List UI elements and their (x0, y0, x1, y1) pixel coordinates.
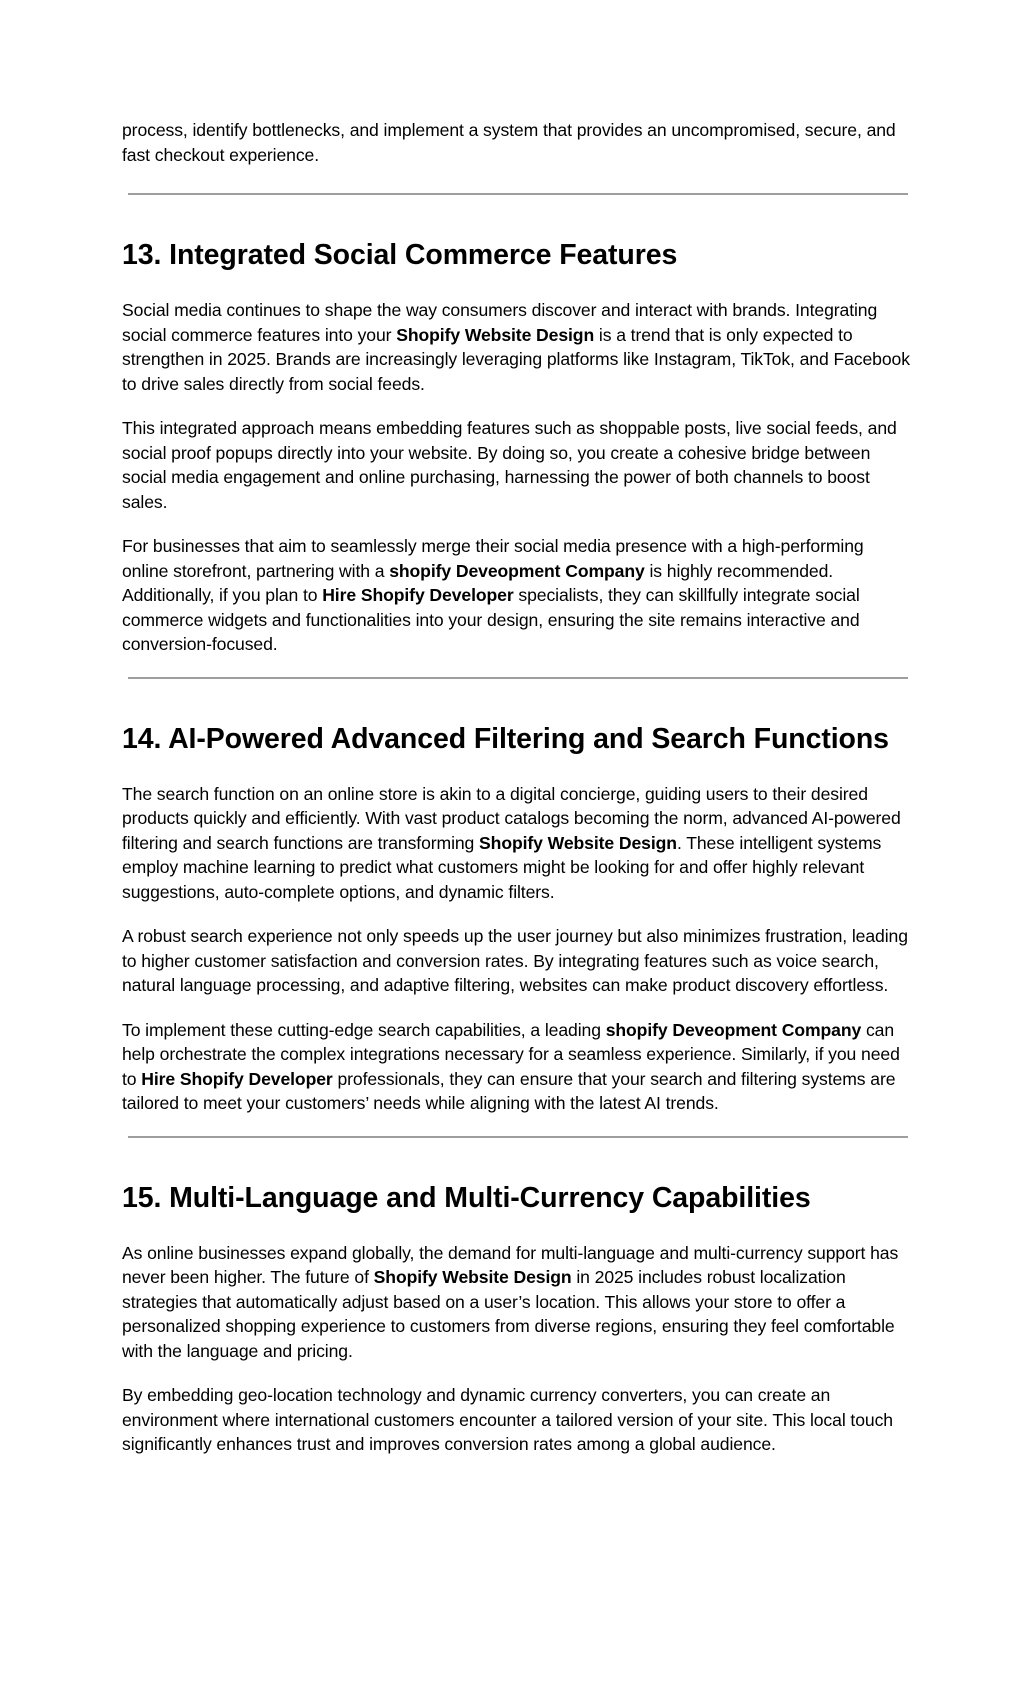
sections-container (122, 193, 914, 1457)
text-run: is highly recommended. Additionally, if you plan to (122, 560, 834, 605)
text-run: Social media continues to shape the way consumers discover and interact with brands. Integrating social commerce features into your (122, 300, 878, 345)
text-run: As online businesses expand globally, the demand for multi-language and multi-currency support has never been higher. The future of (122, 1242, 899, 1287)
text-run: can help orchestrate the complex integrations necessary for a seamless experience. Similarly, if you need to (122, 1019, 900, 1089)
section-paragraph (122, 298, 914, 396)
bold-keyword: Hire Shopify Developer (322, 585, 514, 605)
text-run: in 2025 includes robust localization strategies that automatically adjust based on a user’s location. This allows your store to offer a personalized shopping experience to customers from diverse regions, ensuring they feel comfortable with the language and pricing. (122, 1267, 895, 1361)
section-heading: 14. AI-Powered Advanced Filtering and Search Functions (122, 722, 889, 755)
text-run: professionals, they can ensure that your search and filtering systems are tailored to meet your customers’ needs while aligning with the latest AI trends. (122, 1068, 896, 1113)
bold-keyword: Shopify Website Design (373, 1267, 572, 1287)
bold-keyword: Shopify Website Design (396, 324, 595, 345)
section-paragraph (122, 782, 914, 905)
bold-keyword: Hire Shopify Developer (141, 1068, 333, 1089)
text-run: . These intelligent systems employ machine learning to predict what customers might be looking for and offer highly relevant suggestions, auto-complete options, and dynamic filters. (122, 832, 882, 902)
section-paragraph (122, 1383, 914, 1457)
section-divider (128, 1136, 908, 1138)
bold-keyword: shopify Deveopment Company (389, 560, 645, 581)
text-run: The search function on an online store is akin to a digital concierge, guiding users to their desired products quickly and efficiently. With vast product catalogs becoming the norm, advanced AI-powered filtering and search functions are transforming (122, 783, 901, 853)
text-run: A robust search experience not only speeds up the user journey but also minimizes frustration, leading to higher customer satisfaction and conversion rates. By integrating features such as voice search, natural language processing, and adaptive filtering, websites can make product discovery effortless. (122, 926, 908, 995)
section-paragraph (122, 416, 914, 514)
section-divider (128, 677, 908, 679)
section-paragraph (122, 1018, 914, 1116)
text-run: For businesses that aim to seamlessly merge their social media presence with a high-performing online storefront, partnering with a (122, 536, 864, 581)
section-paragraph (122, 534, 914, 657)
text-run: This integrated approach means embedding features such as shoppable posts, live social feeds, and social proof popups directly into your website. By doing so, you create a cohesive bridge between social media engagement and online purchasing, harnessing the power of both channels to boost sales. (122, 418, 897, 512)
bold-keyword: shopify Deveopment Company (605, 1019, 862, 1040)
section-paragraph (122, 924, 914, 998)
text-run: To implement these cutting-edge search capabilities, a leading (122, 1019, 606, 1040)
bold-keyword: Shopify Website Design (479, 832, 677, 853)
section-heading: 13. Integrated Social Commerce Features (122, 239, 678, 271)
text-run: By embedding geo-location technology and dynamic currency converters, you can create an environment where international customers encounter a tailored version of your site. This local touch significantly enhances trust and improves conversion rates among a global audience. (122, 1385, 893, 1454)
text-run: specialists, they can skillfully integrate social commerce widgets and functionalities into your design, ensuring the site remains interactive and conversion-focused. (122, 585, 860, 654)
intro-paragraph: process, identify bottlenecks, and implement a system that provides an uncompromised, secure, and fast checkout experience. (122, 120, 896, 165)
section-divider (128, 193, 908, 195)
section-paragraph (122, 1241, 914, 1364)
text-run: is a trend that is only expected to strengthen in 2025. Brands are increasingly leveraging platforms like Instagram, TikTok, and Facebook to drive sales directly from social feeds. (122, 324, 910, 394)
section-heading: 15. Multi-Language and Multi-Currency Capabilities (122, 1181, 811, 1214)
